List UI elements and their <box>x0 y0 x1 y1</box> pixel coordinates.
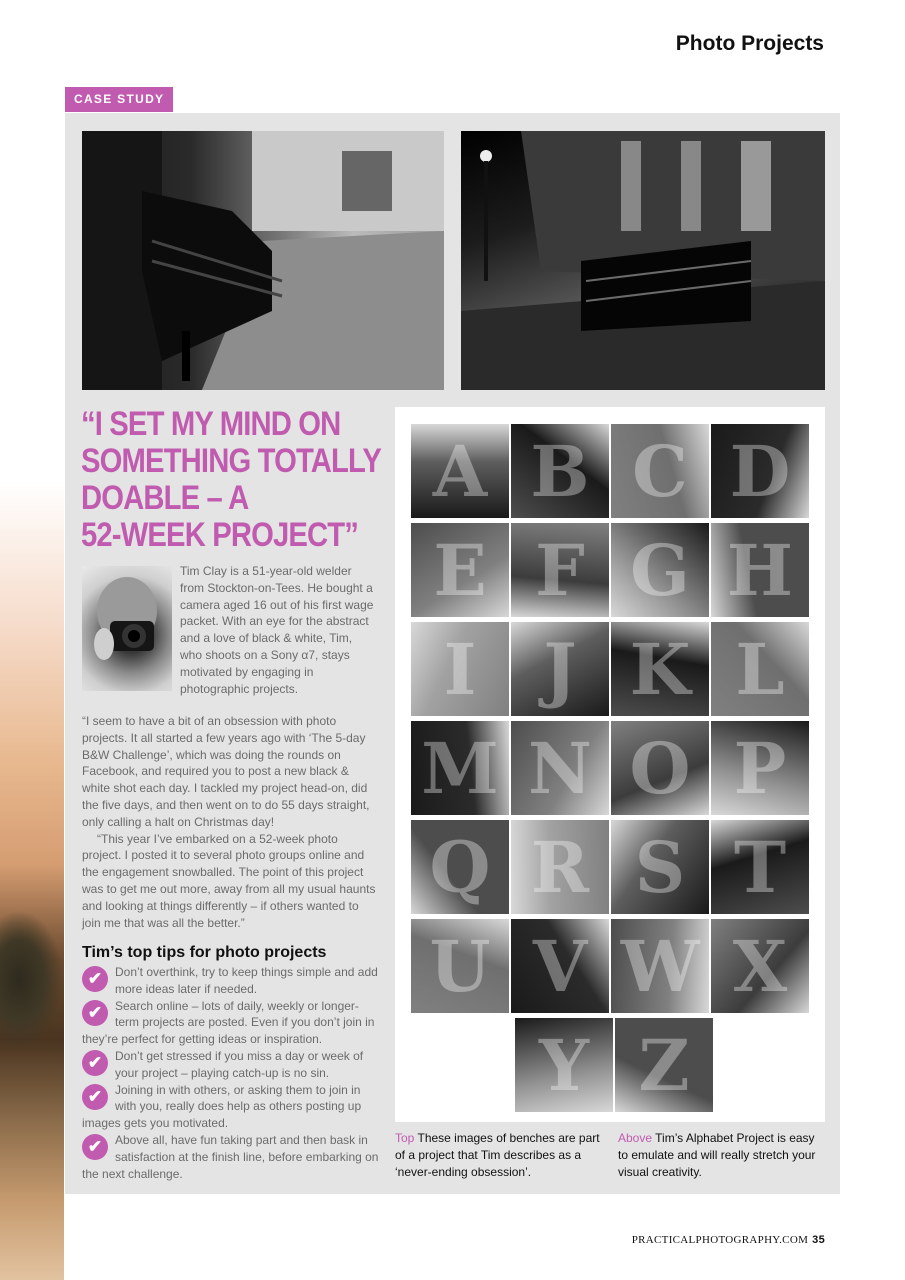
alphabet-tile <box>511 820 609 914</box>
alphabet-tile <box>411 820 509 914</box>
alphabet-tile <box>411 721 509 815</box>
body-paragraph: “I seem to have a bit of an obsession with photo projects. It all started a few years ago with ‘The 5-day B&W Challenge’, which was doing the rounds on Facebook, and required you to post a new black & white shot each day. I tackled my project head-on, did the five days, and then went on to do 55 days straight, only calling a halt on Christmas day! <box>82 714 370 829</box>
caption-text: Tim’s Alphabet Project is easy to emulate and will really stretch your visual creativity. <box>618 1131 816 1179</box>
caption-text: These images of benches are part of a project that Tim describes as a ‘never-ending obsession’. <box>395 1131 600 1179</box>
alphabet-letter: H <box>726 528 794 612</box>
alphabet-tile <box>611 523 709 617</box>
alphabet-letter: T <box>733 825 787 909</box>
body-paragraph: “This year I’ve embarked on a 52-week photo project. I posted it to several photo groups online and the engagement snowballed. The point of this project was to get me out more, away from all my usual haunts and looking at things differently – if others wanted to join me that was all the better.” <box>82 831 376 930</box>
bench-photo-night <box>461 131 825 390</box>
check-icon: ✔ <box>82 1000 108 1026</box>
alphabet-tile <box>611 622 709 716</box>
caption-tag: Above <box>618 1131 653 1145</box>
tip-item <box>82 1082 379 1132</box>
alphabet-letter: M <box>421 726 499 810</box>
alphabet-tile <box>615 1018 713 1112</box>
tip-text: Joining in with others, or asking them to join in with you, really does help as others posting up images gets you motivated. <box>82 1082 362 1131</box>
alphabet-letter: L <box>735 627 785 711</box>
alphabet-tile <box>411 523 509 617</box>
alphabet-letter: S <box>634 825 686 909</box>
pull-quote <box>81 405 382 554</box>
alphabet-tile <box>611 820 709 914</box>
pull-quote-line: SOMETHING TOTALLY <box>81 442 382 480</box>
body-text <box>82 713 378 931</box>
alphabet-tile <box>511 721 609 815</box>
check-icon: ✔ <box>82 966 108 992</box>
tip-text: Don’t get stressed if you miss a day or week of your project – playing catch-up is no sin. <box>115 1048 364 1080</box>
bench-photo-daytime <box>82 131 444 390</box>
case-study-badge: CASE STUDY <box>65 87 173 112</box>
camera-portrait-icon <box>82 566 172 691</box>
alphabet-letter: D <box>729 429 791 513</box>
alphabet-tile <box>711 919 809 1013</box>
tips-heading: Tim’s top tips for photo projects <box>82 944 327 961</box>
alphabet-letter: E <box>433 528 487 612</box>
alphabet-letter: Z <box>638 1023 690 1107</box>
alphabet-letter: Y <box>539 1023 589 1107</box>
alphabet-letter: Q <box>429 825 491 909</box>
alphabet-tile <box>711 424 809 518</box>
alphabet-letter: K <box>629 627 691 711</box>
tip-item <box>82 1048 379 1082</box>
page-number: 35 <box>812 1234 825 1246</box>
alphabet-letter: U <box>429 924 491 1008</box>
caption-above <box>618 1130 818 1180</box>
avatar-tim-clay <box>82 566 172 691</box>
tip-item <box>82 1132 379 1182</box>
tip-text: Don’t overthink, try to keep things simple and add more ideas later if needed. <box>115 965 378 996</box>
tree-silhouette <box>0 910 64 1050</box>
alphabet-tile <box>711 622 809 716</box>
background-landscape-strip <box>0 480 64 1280</box>
tip-text: Above all, have fun taking part and then bask in satisfaction at the finish line, before embarking on the next challenge. <box>82 1132 379 1181</box>
alphabet-tile <box>611 721 709 815</box>
alphabet-tile <box>711 721 809 815</box>
alphabet-letter: P <box>733 726 787 810</box>
pull-quote-line: “I SET MY MIND ON <box>81 405 341 443</box>
alphabet-letter: O <box>629 726 691 810</box>
bio-text: Tim Clay is a 51-year-old welder from Stockton-on-Tees. He bought a camera aged 16 out of his first wage packet. With an eye for the abstract and a love of black & white, Tim, who shoots on a Sony α7, stays motivated by engaging in photographic projects. <box>180 564 374 696</box>
alphabet-tile <box>411 424 509 518</box>
alphabet-grid <box>395 407 825 1122</box>
alphabet-tile <box>711 820 809 914</box>
alphabet-tile <box>611 424 709 518</box>
alphabet-letter: I <box>443 627 477 711</box>
alphabet-letter: F <box>535 528 585 612</box>
alphabet-tile <box>511 523 609 617</box>
section-title: Photo Projects <box>675 32 824 55</box>
alphabet-tile <box>411 622 509 716</box>
alphabet-tile <box>515 1018 613 1112</box>
check-icon: ✔ <box>82 1134 108 1160</box>
alphabet-tile <box>611 919 709 1013</box>
caption-top <box>395 1130 605 1180</box>
alphabet-letter: C <box>632 429 688 513</box>
footer <box>632 1234 825 1246</box>
alphabet-letter: R <box>530 825 590 909</box>
alphabet-letter: G <box>630 528 690 612</box>
check-icon: ✔ <box>82 1084 108 1110</box>
bench-illustration-left <box>82 131 444 390</box>
caption-tag: Top <box>395 1131 415 1145</box>
alphabet-tile <box>411 919 509 1013</box>
alphabet-tile <box>711 523 809 617</box>
alphabet-letter: J <box>543 627 577 711</box>
alphabet-letter: X <box>732 924 788 1008</box>
footer-site: PRACTICALPHOTOGRAPHY.COM <box>631 1234 809 1246</box>
tips-list <box>82 964 379 1182</box>
alphabet-letter: N <box>528 726 592 810</box>
alphabet-tile <box>511 622 609 716</box>
alphabet-tile <box>511 424 609 518</box>
tip-item <box>82 964 379 998</box>
alphabet-letter: B <box>530 429 590 513</box>
alphabet-letter: V <box>532 924 588 1008</box>
alphabet-tile <box>511 919 609 1013</box>
pull-quote-line: 52-WEEK PROJECT” <box>81 516 359 554</box>
alphabet-letter: W <box>620 924 700 1008</box>
alphabet-letter: A <box>432 429 488 513</box>
bench-illustration-right <box>461 131 825 390</box>
tip-text: Search online – lots of daily, weekly or longer-term projects are posted. Even if you don’t join in they’re perfect for getting ideas or inspiration. <box>82 998 375 1047</box>
pull-quote-line: DOABLE – A <box>81 479 249 517</box>
check-icon: ✔ <box>82 1050 108 1076</box>
tip-item <box>82 998 379 1048</box>
